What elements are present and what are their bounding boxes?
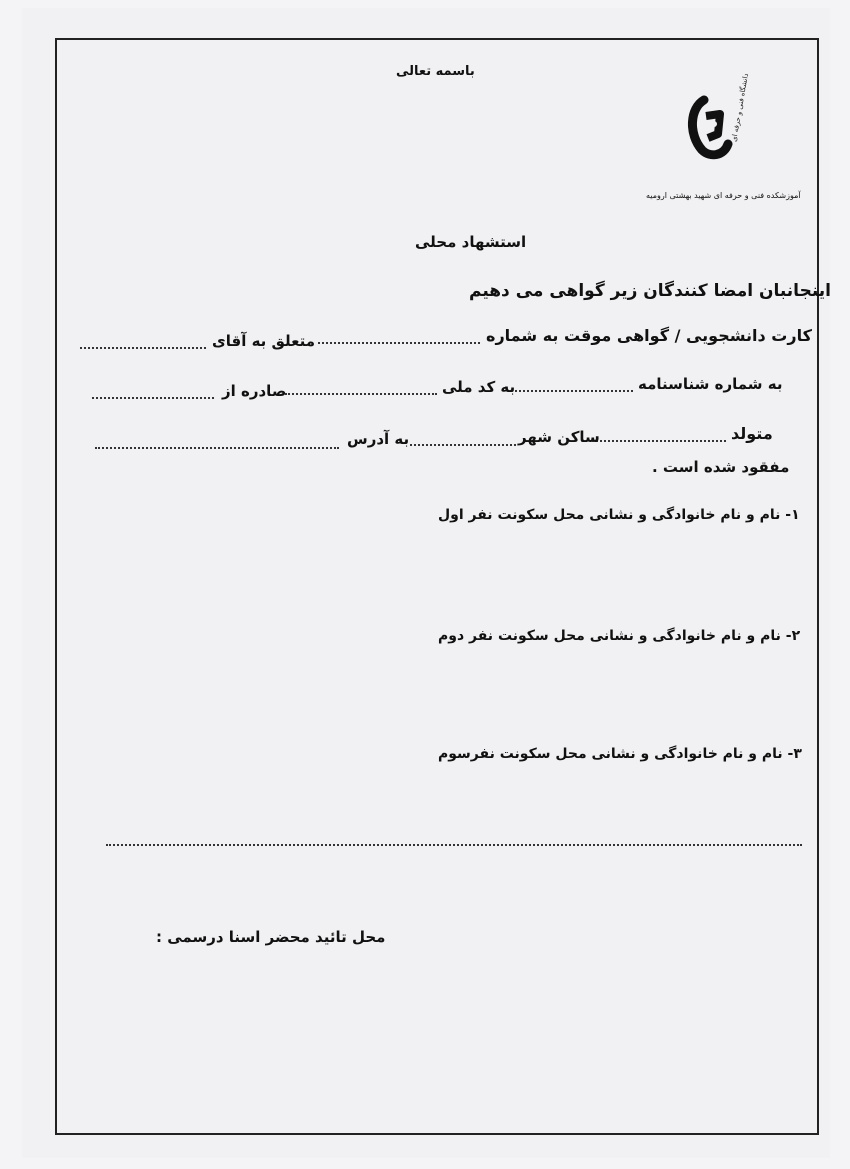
national-code-label: به کد ملی bbox=[442, 378, 516, 396]
birth-cert-label: به شماره شناسنامه bbox=[638, 375, 783, 393]
bismillah-heading: باسمه تعالی bbox=[396, 64, 475, 79]
witness-2-label: ۲- نام و نام خانوادگی و نشانی محل سکونت نفر دوم bbox=[438, 628, 801, 644]
issued-from-label: صادره از bbox=[222, 382, 287, 400]
address-label: به آدرس bbox=[347, 430, 410, 448]
address-blank[interactable] bbox=[95, 447, 339, 449]
lost-statement: مفقود شده است . bbox=[652, 458, 790, 476]
birth-label: متولد bbox=[731, 424, 773, 443]
national-code-blank[interactable] bbox=[285, 393, 437, 395]
issued-from-blank[interactable] bbox=[92, 397, 214, 399]
page-border bbox=[55, 38, 819, 1135]
logo-text: دانشگاه فنی و حرفه ای bbox=[730, 72, 750, 143]
intro-text: اینجانبان امضا کنندگان زیر گواهی می دهیم bbox=[469, 281, 831, 301]
witness-3-label: ۳- نام و نام خانوادگی و نشانی محل سکونت نفرسوم bbox=[438, 746, 802, 762]
card-number-blank[interactable] bbox=[318, 342, 480, 344]
owner-name-label: متعلق به آقای bbox=[212, 332, 316, 350]
notary-label: محل تائید محضر اسنا درسمی : bbox=[156, 928, 386, 946]
witness-1-label: ۱- نام و نام خانوادگی و نشانی محل سکونت نفر اول bbox=[438, 507, 800, 523]
birth-blank[interactable] bbox=[592, 440, 726, 442]
institute-name: آموزشکده فنی و حرفه ای شهید بهشتی ارومیه bbox=[646, 191, 801, 200]
birth-cert-blank[interactable] bbox=[515, 390, 633, 392]
city-label: ساکن شهر bbox=[518, 428, 600, 446]
owner-name-blank[interactable] bbox=[80, 347, 206, 349]
form-title: استشهاد محلی bbox=[415, 233, 527, 251]
city-blank[interactable] bbox=[410, 444, 516, 446]
university-logo bbox=[684, 72, 750, 174]
card-number-label: کارت دانشجویی / گواهی موقت به شماره bbox=[486, 326, 812, 345]
section-divider bbox=[106, 844, 802, 846]
